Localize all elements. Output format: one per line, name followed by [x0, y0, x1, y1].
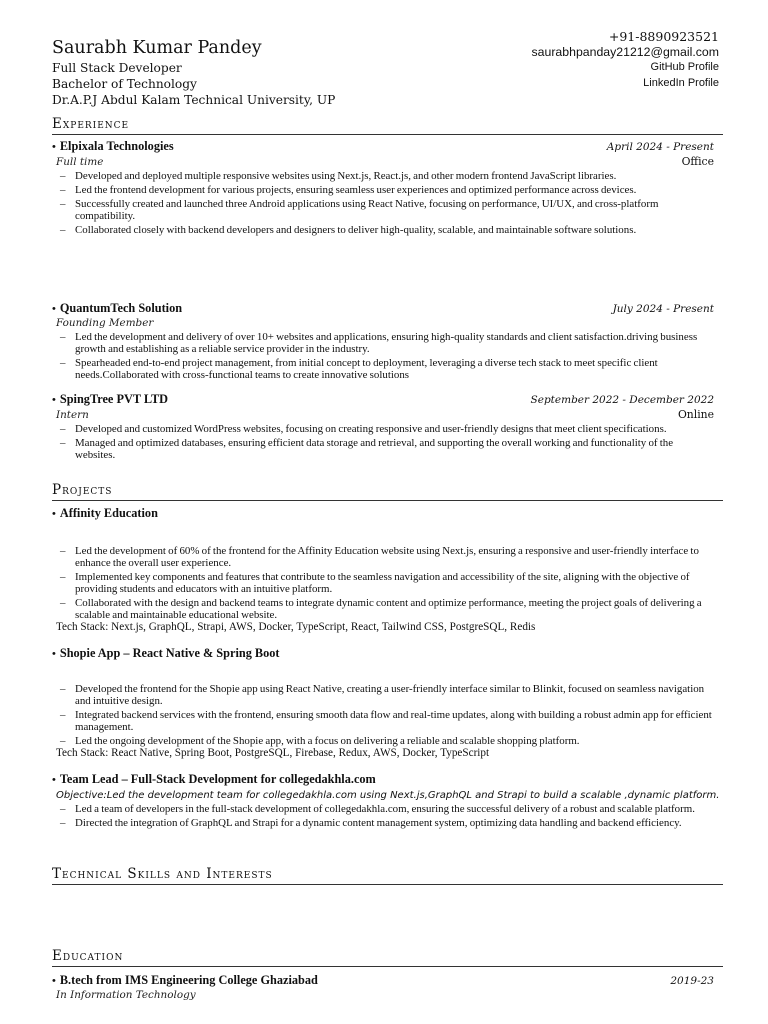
achievement-list	[52, 423, 724, 461]
list-item: – Collaborated closely with backend developers and designers to deliver high-quality, scalable, and maintainable software solutions.	[58, 224, 712, 236]
list-item: – Led a team of developers in the full-stack development of collegedakhla.com, ensuring the successful delivery of a robust and scalable platform.	[58, 803, 712, 815]
date-range: April 2024 - Present	[606, 141, 714, 153]
projects-heading-text: Projects	[52, 482, 113, 498]
header-title: Full Stack Developer	[52, 61, 182, 75]
experience-entry	[52, 392, 724, 461]
bullet-icon: •	[52, 141, 56, 153]
list-item: – Led the development of 60% of the frontend for the Affinity Education website using Next.js, ensuring a responsive and user-friendly interface to enhance the overall user experience.	[58, 545, 712, 569]
education-entry	[52, 973, 724, 1001]
experience-heading	[52, 116, 723, 135]
project-title: Team Lead – Full-Stack Development for collegedakhla.com	[59, 772, 376, 786]
list-item: – Led the development and delivery of over 10+ websites and applications, ensuring high-quality standards and client satisfaction.driving business growth and establishing as a reliable service provider in the industry.	[58, 331, 712, 355]
experience-entry	[52, 139, 724, 236]
list-item: – Led the ongoing development of the Shopie app, with a focus on delivering a reliable and scalable shopping platform.	[58, 735, 712, 747]
bullet-icon: •	[52, 648, 56, 660]
list-item: – Spearheaded end-to-end project management, from initial concept to deployment, leveraging a diverse tech stack to meet specific client needs.Collaborated with cross-functional teams to create innovative solutions	[58, 357, 712, 381]
project-entry	[52, 772, 724, 829]
education-heading	[52, 948, 723, 967]
project-entry	[52, 506, 724, 633]
list-item: – Developed and deployed multiple responsive websites using Next.js, React.js, and other modern frontend JavaScript libraries.	[58, 170, 712, 182]
experience-heading-text: Experience	[52, 116, 130, 132]
skills-heading	[52, 866, 723, 885]
education-heading-text: Education	[52, 948, 124, 964]
job-role: Full time	[56, 156, 104, 168]
company-name: SpingTree PVT LTD	[59, 392, 169, 406]
resume-header	[52, 0, 724, 112]
job-role: Founding Member	[56, 317, 154, 329]
degree-title: B.tech from IMS Engineering College Ghaziabad	[59, 973, 318, 987]
bullet-icon: •	[52, 975, 56, 987]
job-location: Office	[681, 155, 714, 168]
tech-stack: Tech Stack: Next.js, GraphQL, Strapi, AWS, Docker, TypeScript, React, Tailwind CSS, PostgreSQL, Redis	[56, 621, 536, 633]
bullet-icon: •	[52, 508, 56, 520]
candidate-name: Saurabh Kumar Pandey	[52, 38, 262, 58]
list-item: – Managed and optimized databases, ensuring efficient data storage and retrieval, and supporting the overall working and functionality of the websites.	[58, 437, 712, 461]
list-item: – Integrated backend services with the frontend, ensuring smooth data flow and real-time updates, along with building a robust admin app for efficient management.	[58, 709, 712, 733]
date-range: September 2022 - December 2022	[530, 394, 714, 406]
achievement-list	[52, 545, 724, 621]
skills-heading-text: Technical Skills and Interests	[52, 866, 273, 882]
list-item: – Developed the frontend for the Shopie app using React Native, creating a user-friendly interface similar to Blinkit, focused on seamless navigation and intuitive design.	[58, 683, 712, 707]
education-date: 2019-23	[670, 975, 714, 987]
email-link[interactable]: saurabhpanday21212@gmail.com	[531, 44, 719, 59]
resume-page	[52, 0, 724, 1024]
achievement-list	[52, 683, 724, 747]
bullet-icon: •	[52, 394, 56, 406]
projects-heading	[52, 482, 723, 501]
experience-entry	[52, 301, 724, 381]
project-objective: Objective:Led the development team for collegedakhla.com using Next.js,GraphQL and Strapi to build a scalable ,dynamic platform.	[56, 790, 720, 801]
job-location: Online	[677, 408, 714, 421]
list-item: – Directed the integration of GraphQL and Strapi for a dynamic content management system, optimizing data handling and backend efficiency.	[58, 817, 712, 829]
list-item: – Implemented key components and features that contribute to the seamless navigation and accessibility of the site, aligning with the objective of providing students and educators with an intuitive platform.	[58, 571, 712, 595]
header-degree: Bachelor of Technology	[52, 77, 197, 91]
date-range: July 2024 - Present	[612, 303, 714, 315]
company-name: Elpixala Technologies	[59, 139, 174, 153]
achievement-list	[52, 331, 724, 381]
list-item: – Led the frontend development for various projects, ensuring seamless user experiences and optimized performance across devices.	[58, 184, 712, 196]
achievement-list	[52, 170, 724, 236]
job-role: Intern	[56, 409, 89, 421]
list-item: – Collaborated with the design and backend teams to integrate dynamic content and optimize performance, meeting the project goals of delivering a scalable and maintainable educational website.	[58, 597, 712, 621]
contact-block	[532, 29, 720, 91]
education-subtitle: In Information Technology	[56, 989, 196, 1001]
tech-stack: Tech Stack: React Native, Spring Boot, PostgreSQL, Firebase, Redux, AWS, Docker, TypeScript	[56, 747, 490, 759]
phone-number: +91-8890923521	[608, 29, 719, 44]
header-university: Dr.A.P.J Abdul Kalam Technical University, UP	[52, 93, 336, 107]
achievement-list	[52, 803, 724, 829]
project-entry	[52, 646, 724, 759]
bullet-icon: •	[52, 774, 56, 786]
linkedin-link[interactable]: LinkedIn Profile	[643, 76, 719, 89]
github-link[interactable]: GitHub Profile	[650, 61, 719, 73]
company-name: QuantumTech Solution	[59, 301, 183, 315]
list-item: – Successfully created and launched three Android applications using React Native, focusing on performance, UI/UX, and cross-platform compatibility.	[58, 198, 712, 222]
list-item: – Developed and customized WordPress websites, focusing on creating responsive and user-friendly designs that meet client specifications.	[58, 423, 712, 435]
project-title: Affinity Education	[59, 506, 158, 520]
project-title: Shopie App – React Native & Spring Boot	[59, 646, 280, 660]
bullet-icon: •	[52, 303, 56, 315]
